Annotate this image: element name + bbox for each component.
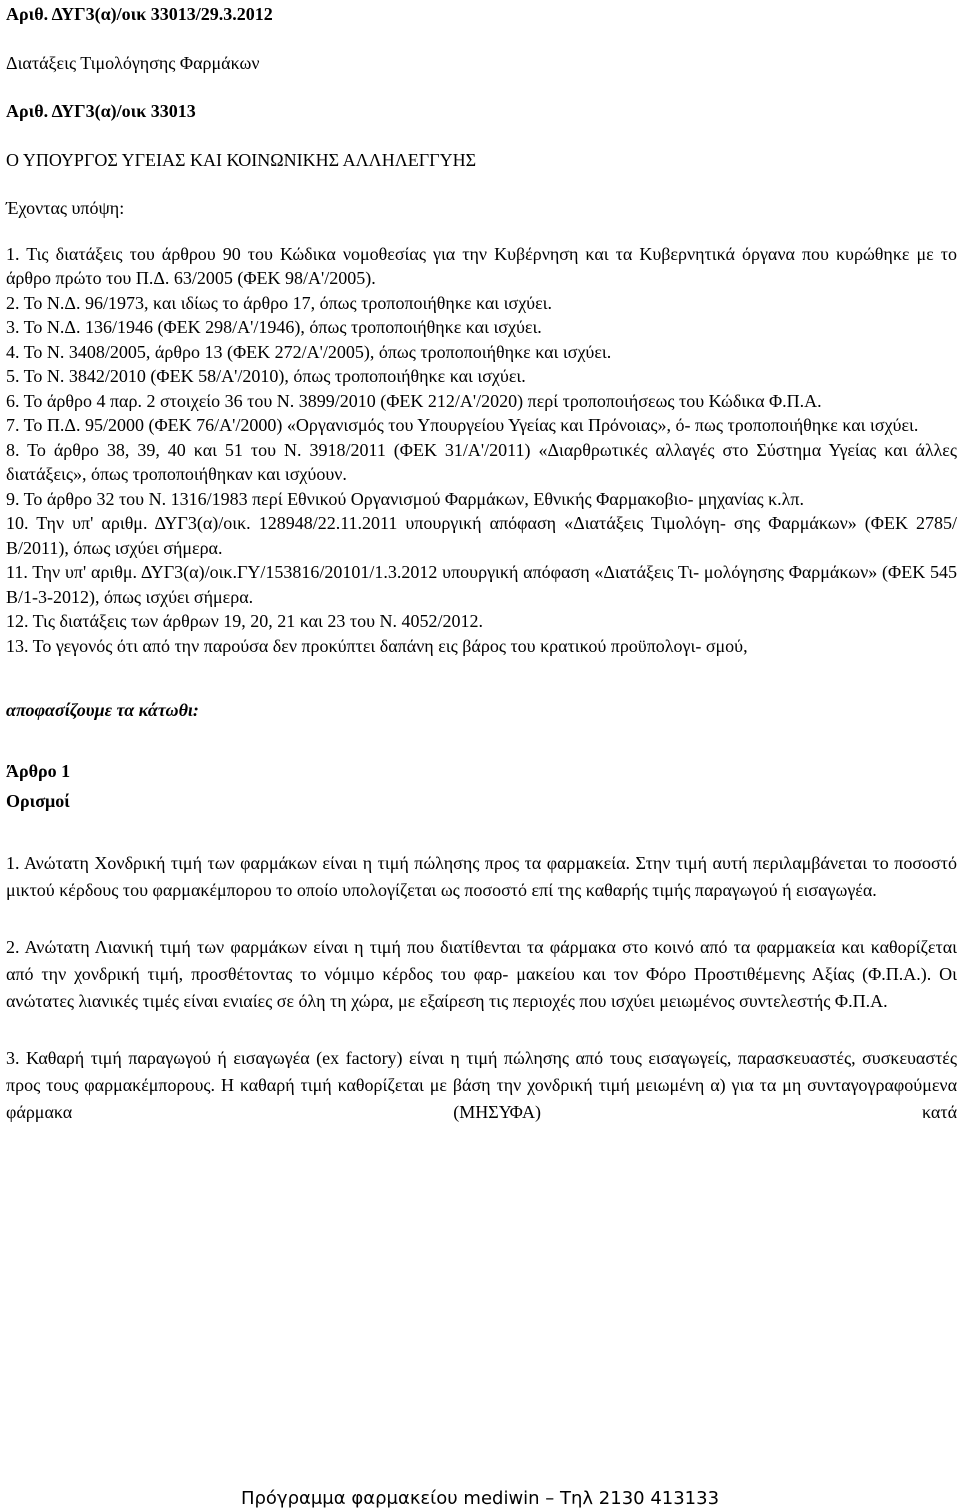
definition-paragraph: 3. Καθαρή τιμή παραγωγού ή εισαγωγέα (ex factory) είναι η τιμή πώλησης από τους εισαγωγείς, παρασκευαστές, συσκευαστές προς τους φαρμακέμπορους. Η καθαρή τιμή καθορίζεται με βάση την χονδρική τιμή μειωμένη α) για τα μη συνταγογραφούμενα φάρμακα (ΜΗΣΥΦΑ) κατά	[6, 1047, 957, 1122]
consideration-item: 1. Τις διατάξεις του άρθρου 90 του Κώδικα νομοθεσίας για την Κυβέρνηση και τα Κυβερνητικά όργανα που κυρώθηκε με το άρθρο πρώτο του Π.Δ. 63/2005 (ΦΕΚ 98/Α'/2005).	[6, 243, 957, 288]
consideration-item: 13. Το γεγονός ότι από την παρούσα δεν προκύπτει δαπάνη εις βάρος του κρατικού προϋπολογι- σμού,	[6, 635, 748, 656]
consideration-item: 10. Την υπ' αριθμ. ΔΥΓ3(α)/οικ. 128948/22.11.2011 υπουργική απόφαση «Διατάξεις Τιμολόγη- σης Φαρμάκων» (ΦΕΚ 2785/Β/2011), όπως ισχύει σήμερα.	[6, 513, 957, 558]
consideration-item: 2. Το Ν.Δ. 96/1973, και ιδίως το άρθρο 17, όπως τροποποιήθηκε και ισχύει.	[6, 292, 552, 313]
definitions-list	[6, 850, 957, 1126]
definition-paragraph: 1. Ανώτατη Χονδρική τιμή των φαρμάκων είναι η τιμή πώλησης προς τα φαρμακεία. Στην τιμή αυτή περιλαμβάνεται το ποσοστό μικτού κέρδους του φαρμακέμπορου το οποίο υπολογίζεται ως ποσοστό επί της καθαρής τιμής παραγωγού ή εισαγωγέα.	[6, 852, 957, 900]
consideration-item: 9. Το άρθρο 32 του Ν. 1316/1983 περί Εθνικού Οργανισμού Φαρμάκων, Εθνικής Φαρμακοβιο- μηχανίας κ.λπ.	[6, 488, 804, 509]
consideration-item: 11. Την υπ' αριθμ. ΔΥΓ3(α)/οικ.ΓΥ/153816/20101/1.3.2012 υπουργική απόφαση «Διατάξεις Τι- μολόγησης Φαρμάκων» (ΦΕΚ 545 Β/1-3-2012), όπως ισχύει σήμερα.	[6, 562, 957, 607]
minister-title: Ο ΥΠΟΥΡΓΟΣ ΥΓΕΙΑΣ ΚΑΙ ΚΟΙΝΩΝΙΚΗΣ ΑΛΛΗΛΕΓΓΥΗΣ	[6, 149, 477, 170]
consideration-item: 3. Το Ν.Δ. 136/1946 (ΦΕΚ 298/Α'/1946), όπως τροποποιήθηκε και ισχύει.	[6, 317, 542, 337]
consideration-item: 8. Το άρθρο 38, 39, 40 και 51 του Ν. 3918/2011 (ΦΕΚ 31/Α'/2011) «Διαρθρωτικές αλλαγές στο Σύστημα Υγείας και άλλες διατάξεις», όπως τροποποιήθηκαν και ισχύουν.	[6, 439, 957, 484]
consideration-item: 12. Τις διατάξεις των άρθρων 19, 20, 21 και 23 του Ν. 4052/2012.	[6, 611, 484, 631]
definition-paragraph: 2. Ανώτατη Λιανική τιμή των φαρμάκων είναι η τιμή που διατίθενται τα φάρμακα στο κοινό από τα φαρμακεία και καθορίζεται από την χονδρική τιμή, προσθέτοντας το νόμιμο κέρδος του φαρ- μακείου και τον Φόρο Προστιθέμενης Αξίας (Φ.Π.Α.). Οι ανώτατες λιανικές τιμές είναι ενιαίες σε όλη τη χώρα, με εξαίρεση τις περιοχές που ισχύει μειωμένος συντελεστής Φ.Π.Α.	[6, 936, 957, 1011]
consideration-item: 4. Το Ν. 3408/2005, άρθρο 13 (ΦΕΚ 272/Α'/2005), όπως τροποποιήθηκε και ισχύει.	[6, 341, 612, 362]
considering-heading: Έχοντας υπόψη:	[6, 198, 125, 218]
consideration-item: 6. Το άρθρο 4 παρ. 2 στοιχείο 36 του Ν. 3899/2010 (ΦΕΚ 212/Α'/2020) περί τροποποιήσεως του Κώδικα Φ.Π.Α.	[6, 390, 822, 411]
article-number: Άρθρο 1	[6, 760, 71, 781]
article-title: Ορισμοί	[6, 791, 70, 811]
considerations-list	[6, 242, 957, 659]
consideration-item: 7. Το Π.Δ. 95/2000 (ΦΕΚ 76/Α'/2000) «Οργανισμός του Υπουργείου Υγείας και Πρόνοιας», ό- πως τροποποιήθηκε και ισχύει.	[6, 415, 919, 435]
decision-heading: αποφασίζουμε τα κάτωθι:	[6, 700, 199, 720]
consideration-item: 5. Το Ν. 3842/2010 (ΦΕΚ 58/Α'/2010), όπως τροποποιήθηκε και ισχύει.	[6, 366, 526, 386]
reference-number: Αριθ. ΔΥΓ3(α)/οικ 33013/29.3.2012	[6, 4, 273, 24]
document-subject: Διατάξεις Τιμολόγησης Φαρμάκων	[6, 52, 260, 73]
reference-number-short: Αριθ. ΔΥΓ3(α)/οικ 33013	[6, 101, 196, 121]
page-footer: Πρόγραμμα φαρμακείου mediwin – Τηλ 2130 413133	[240, 1488, 720, 1509]
